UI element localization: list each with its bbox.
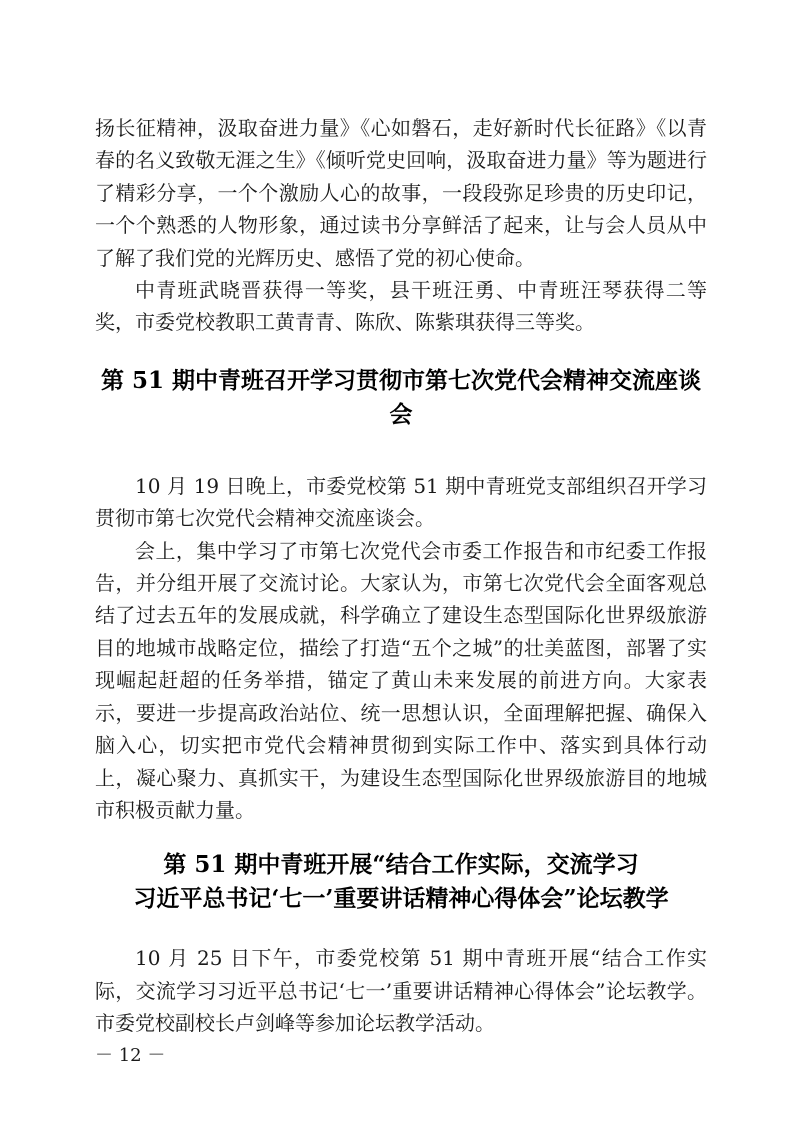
paragraph-symposium-body: 会上，集中学习了市第七次党代会市委工作报告和市纪委工作报告，并分组开展了交流讨论。大家认为，市第七次党代会全面客观总结了过去五年的发展成就，科学确立了建设生态型国际化世界级旅游目的地城市战略定位，描绘了打造“五个之城”的壮美蓝图，部署了实现崛起赶超的任务举措，锚定了黄山未来发展的前进方向。大家表示，要进一步提高政治站位、统一思想认识，全面理解把握、确保入脑入心，切实把市党代会精神贯彻到实际工作中、落实到具体行动上，凝心聚力、真抓实干，为建设生态型国际化世界级旅游目的地城市积极贡献力量。: [95, 538, 707, 822]
paragraph-reading-sharing: 扬长征精神，汲取奋进力量》《心如磐石，走好新时代长征路》《以青春的名义致敬无涯之生》《倾听党史回响，汲取奋进力量》等为题进行了精彩分享，一个个激励人心的故事，一段段弥足珍贵的历史印记，一个个熟悉的人物形象，通过读书分享鲜活了起来，让与会人员从中了解了我们党的光辉历史、感悟了党的初心使命。: [95, 116, 707, 270]
paragraph-forum-intro: 10 月 25 日下午，市委党校第 51 期中青班开展“结合工作实际，交流学习习近平总书记‘七一’重要讲话精神心得体会”论坛教学。市委党校副校长卢剑峰等参加论坛教学活动。: [95, 946, 707, 1036]
page-body: [95, 112, 707, 1040]
paragraph-awards: 中青班武晓晋获得一等奖，县干班汪勇、中青班汪琴获得二等奖，市委党校教职工黄青青、陈欣、陈紫琪获得三等奖。: [95, 278, 707, 335]
section-heading-forum: [95, 848, 707, 916]
section-heading-forum-line1: 第 51 期中青班开展“结合工作实际，交流学习: [163, 851, 639, 879]
section-heading-symposium: 第 51 期中青班召开学习贯彻市第七次党代会精神交流座谈会: [100, 366, 702, 428]
paragraph-symposium-intro: 10 月 19 日晚上，市委党校第 51 期中青班党支部组织召开学习贯彻市第七次党代会精神交流座谈会。: [95, 473, 707, 531]
section-heading-forum-line2: 习近平总书记‘七一’重要讲话精神心得体会”论坛教学: [133, 885, 669, 913]
page-number: － 12 －: [95, 1045, 166, 1066]
